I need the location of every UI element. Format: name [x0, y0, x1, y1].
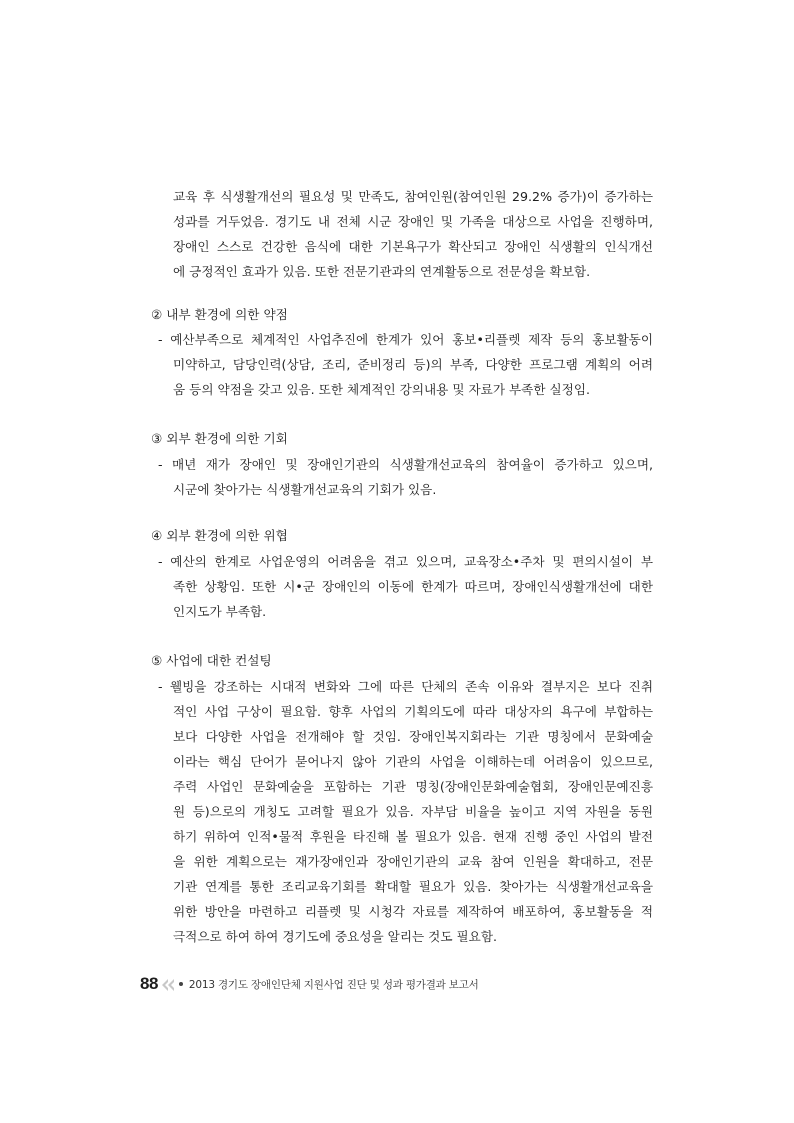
intro-line: 에 긍정적인 효과가 있음. 또한 전문기관과의 연계활동으로 전문성을 확보함. — [173, 264, 591, 279]
footer-bullet-icon — [179, 982, 183, 986]
section-line: 인지도가 부족함. — [173, 604, 267, 619]
section-line: 보다 다양한 사업을 전개해야 할 것임. 장애인복지회라는 기관 명칭에서 문화예술 — [173, 729, 653, 744]
page-number: 88 — [140, 974, 158, 993]
section-line: 을 위한 계획으로는 재가장애인과 장애인기관의 교육 참여 인원을 확대하고, 전문 — [173, 854, 653, 869]
section-line: - 예산의 한계로 사업운영의 어려움을 겪고 있으며, 교육장소•주차 및 편의시설이 부 — [158, 554, 653, 569]
section-line: - 예산부족으로 체계적인 사업추진에 한계가 있어 홍보•리플렛 제작 등의 홍보활동이 — [158, 332, 653, 347]
section-heading: ⑤ 사업에 대한 컨설팅 — [151, 653, 272, 668]
section-line: 시군에 찾아가는 식생활개선교육의 기회가 있음. — [173, 482, 437, 497]
intro-line: 성과를 거두었음. 경기도 내 전체 시군 장애인 및 가족을 대상으로 사업을 진행하며, — [173, 214, 653, 229]
section-line: 극적으로 하여 하여 경기도에 중요성을 알리는 것도 필요함. — [173, 929, 497, 944]
section-line: 기관 연계를 통한 조리교육기회를 확대할 필요가 있음. 찾아가는 식생활개선교육을 — [173, 879, 653, 894]
section-heading: ③ 외부 환경에 의한 기회 — [151, 431, 288, 446]
section-line: 원 등)으로의 개칭도 고려할 필요가 있음. 자부담 비율을 높이고 지역 자원을 동원 — [173, 804, 653, 819]
intro-line: 교육 후 식생활개선의 필요성 및 만족도, 참여인원(참여인원 29.2% 증가)이 증가하는 — [173, 189, 653, 204]
section-heading: ② 내부 환경에 의한 약점 — [151, 307, 288, 322]
section-line: - 웰빙을 강조하는 시대적 변화와 그에 따른 단체의 존속 이유와 결부지은 보다 진취 — [158, 679, 653, 694]
section-line: 이라는 핵심 단어가 묻어나지 않아 기관의 사업을 이해하는데 어려움이 있으므로, — [173, 754, 653, 769]
section-line: - 매년 재가 장애인 및 장애인기관의 식생활개선교육의 참여율이 증가하고 있으며, — [158, 457, 653, 472]
page-footer — [140, 972, 479, 996]
intro-line: 장애인 스스로 건강한 음식에 대한 기본욕구가 확산되고 장애인 식생활의 인식개선 — [173, 239, 653, 254]
section-line: 하기 위하여 인적•물적 후원을 타진해 볼 필요가 있음. 현재 진행 중인 사업의 발전 — [173, 829, 653, 844]
section-line: 주력 사업인 문화예술을 포함하는 기관 명칭(장애인문화예술협회, 장애인문예진흥 — [173, 779, 653, 794]
double-chevron-left-icon — [161, 977, 175, 991]
report-title: 2013 경기도 장애인단체 지원사업 진단 및 성과 평가결과 보고서 — [188, 978, 479, 991]
section-line: 미약하고, 담당인력(상담, 조리, 준비정리 등)의 부족, 다양한 프로그램 계획의 어려 — [173, 357, 653, 372]
section-line: 족한 상황임. 또한 시•군 장애인의 이동에 한계가 따르며, 장애인식생활개선에 대한 — [173, 579, 653, 594]
section-line: 움 등의 약점을 갖고 있음. 또한 체계적인 강의내용 및 자료가 부족한 실정임. — [173, 382, 591, 397]
section-line: 위한 방안을 마련하고 리플렛 및 시청각 자료를 제작하여 배포하여, 홍보활동을 적 — [173, 904, 653, 919]
section-line: 적인 사업 구상이 필요함. 향후 사업의 기획의도에 따라 대상자의 욕구에 부합하는 — [173, 704, 653, 719]
section-heading: ④ 외부 환경에 의한 위협 — [151, 528, 288, 543]
